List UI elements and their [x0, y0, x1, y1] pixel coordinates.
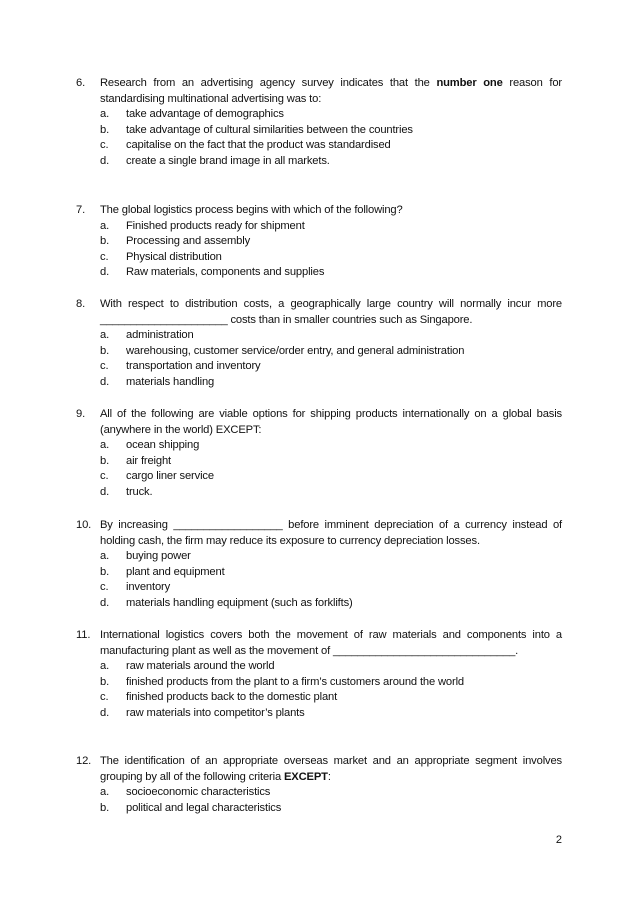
question-text-part: Research from an advertising agency survey indicates that the [100, 77, 437, 89]
option-d [100, 375, 562, 391]
question-number: 8. [76, 298, 86, 310]
question-6 [76, 76, 562, 170]
option-b [100, 565, 562, 581]
question-stem [76, 297, 562, 328]
option-c [100, 138, 562, 154]
question-11 [76, 628, 562, 722]
option-d [100, 154, 562, 170]
option-letter: a. [100, 219, 110, 232]
option-letter: b. [100, 675, 110, 688]
question-number: 7. [76, 204, 86, 216]
option-letter: a. [100, 786, 110, 799]
option-letter: c. [100, 581, 109, 594]
question-text-emphasis: EXCEPT [284, 770, 328, 783]
question-9 [76, 407, 562, 501]
option-letter: d. [100, 706, 110, 719]
page-number: 2 [555, 834, 562, 846]
option-a [100, 659, 562, 675]
option-c [100, 690, 562, 706]
option-text: transportation and inventory [126, 360, 261, 373]
option-text: political and legal characteristics [126, 801, 282, 814]
option-c [100, 469, 562, 485]
question-12 [76, 754, 562, 816]
option-letter: b. [100, 235, 110, 248]
option-text: cargo liner service [126, 470, 214, 483]
option-a [100, 549, 562, 565]
question-number: 6. [76, 77, 86, 89]
question-stem [76, 628, 562, 659]
option-text: air freight [126, 454, 171, 467]
question-stem [76, 754, 562, 785]
option-text: Physical distribution [126, 250, 222, 263]
option-text: ocean shipping [126, 439, 200, 452]
question-number: 12. [76, 755, 92, 767]
option-b [100, 123, 562, 139]
option-c [100, 580, 562, 596]
option-letter: c. [100, 360, 109, 373]
option-letter: a. [100, 108, 110, 121]
option-letter: b. [100, 344, 110, 357]
option-c [100, 250, 562, 266]
option-b [100, 344, 562, 360]
option-letter: d. [100, 266, 110, 279]
option-letter: b. [100, 801, 110, 814]
question-text-part: : [327, 770, 331, 783]
option-text: raw materials around the world [126, 660, 275, 673]
question-number: 10. [76, 519, 92, 531]
question-text: By increasing __________________ before imminent depreciation of a currency instead of holding cash, the firm may reduce its exposure to currency depreciation losses. [100, 519, 562, 547]
option-letter: c. [100, 470, 109, 483]
option-text: Finished products ready for shipment [126, 219, 305, 232]
option-c [100, 359, 562, 375]
question-number: 9. [76, 408, 86, 420]
option-a [100, 438, 562, 454]
question-stem [76, 518, 562, 549]
question-text: The global logistics process begins with which of the following? [100, 204, 403, 216]
option-letter: c. [100, 250, 109, 263]
question-text: All of the following are viable options for shipping products internationally on a global basis (anywhere in the world) EXCEPT: [100, 408, 562, 436]
option-text: truck. [126, 485, 153, 498]
question-text: International logistics covers both the movement of raw materials and components into a manufacturing plant as well as the movement of ______________________________. [100, 629, 562, 657]
question-stem [76, 76, 562, 107]
question-10 [76, 518, 562, 612]
question-text-part: reason for standardising multinational advertising was to: [100, 77, 562, 105]
option-text: create a single brand image in all markets. [126, 154, 330, 167]
option-text: buying power [126, 550, 191, 563]
question-8 [76, 297, 562, 391]
option-letter: a. [100, 439, 110, 452]
option-letter: c. [100, 139, 109, 152]
option-d [100, 265, 562, 281]
option-letter: b. [100, 123, 110, 136]
option-text: warehousing, customer service/order entry, and general administration [126, 344, 465, 357]
option-letter: c. [100, 691, 109, 704]
question-stem [76, 203, 562, 219]
option-letter: b. [100, 454, 110, 467]
question-7 [76, 203, 562, 281]
option-text: inventory [126, 581, 171, 594]
option-b [100, 454, 562, 470]
question-text-emphasis: number one [436, 77, 503, 89]
option-text: take advantage of demographics [126, 108, 284, 121]
option-letter: d. [100, 154, 110, 167]
option-a [100, 219, 562, 235]
option-a [100, 328, 562, 344]
option-d [100, 706, 562, 722]
option-d [100, 485, 562, 501]
question-text [100, 754, 562, 785]
option-text: plant and equipment [126, 565, 225, 578]
option-letter: a. [100, 660, 110, 673]
option-text: finished products from the plant to a firm’s customers around the world [126, 675, 464, 688]
option-text: Raw materials, components and supplies [126, 266, 325, 279]
option-text: take advantage of cultural similarities between the countries [126, 123, 413, 136]
option-text: materials handling equipment (such as forklifts) [126, 596, 353, 609]
option-text: raw materials into competitor’s plants [126, 706, 305, 719]
question-text-part: The identification of an appropriate overseas market and an appropriate segment involves grouping by all of the following criteria [100, 755, 562, 783]
option-a [100, 785, 562, 801]
question-text: With respect to distribution costs, a geographically large country will normally incur more _____________________ costs than in smaller countries such as Singapore. [100, 298, 562, 326]
option-d [100, 596, 562, 612]
option-letter: a. [100, 329, 110, 342]
option-a [100, 107, 562, 123]
option-letter: b. [100, 565, 110, 578]
option-letter: d. [100, 485, 110, 498]
option-b [100, 801, 562, 817]
option-text: socioeconomic characteristics [126, 786, 271, 799]
option-text: administration [126, 329, 194, 342]
option-letter: a. [100, 550, 110, 563]
option-b [100, 234, 562, 250]
question-stem [76, 407, 562, 438]
question-number: 11. [76, 629, 91, 641]
option-text: finished products back to the domestic plant [126, 691, 338, 704]
option-b [100, 675, 562, 691]
question-text [100, 76, 562, 107]
option-text: materials handling [126, 375, 215, 388]
option-text: capitalise on the fact that the product was standardised [126, 139, 391, 152]
option-text: Processing and assembly [126, 235, 251, 248]
option-letter: d. [100, 596, 110, 609]
option-letter: d. [100, 375, 110, 388]
